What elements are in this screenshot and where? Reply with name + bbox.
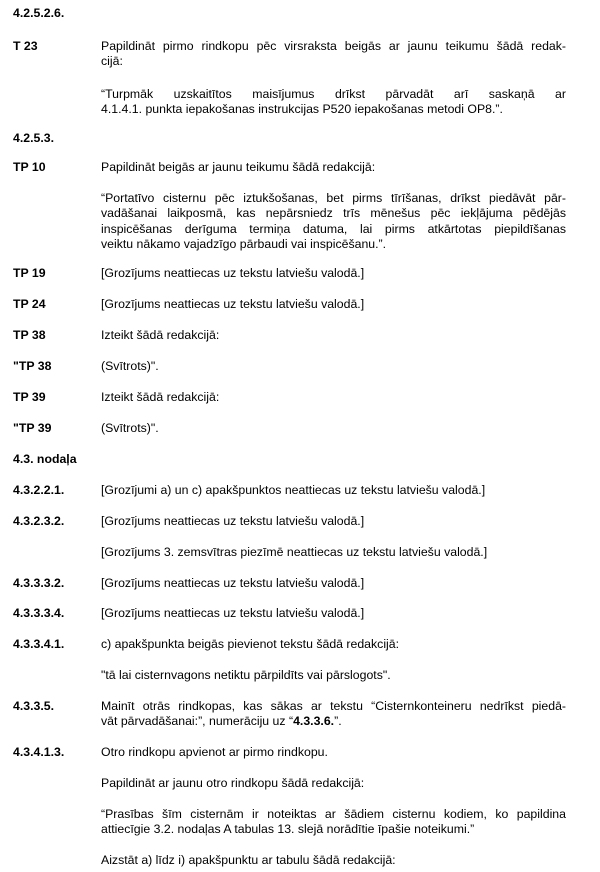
section-reference: 4.3.3.6. (293, 714, 335, 728)
entry-label: TP 39 (13, 390, 46, 404)
entry-text: (Svītrots)". (101, 359, 159, 373)
entry-text: c) apakšpunkta beigās pievienot tekstu šādā redakcijā: (101, 637, 400, 651)
entry-text: Izteikt šādā redakcijā: (101, 390, 220, 404)
entry-text: [Grozījums neattiecas uz tekstu latviešu valodā.] (101, 576, 365, 590)
quote-text: "tā lai cisternvagons netiktu pārpildīts vai pārslogots". (101, 668, 391, 682)
entry-text (101, 714, 566, 729)
entry-text-part: ”. (334, 714, 342, 728)
instruction-text: Aizstāt a) līdz i) apakšpunktu ar tabulu šādā redakcijā: (101, 853, 396, 867)
quote-text: “Turpmāk uzskaitītos maisījumus drīkst pārvadāt arī saskaņā ar (101, 87, 566, 101)
entry-label: TP 38 (13, 328, 46, 342)
entry-text: [Grozījumi a) un c) apakšpunktos neattiecas uz tekstu latviešu valodā.] (101, 483, 486, 497)
quote-text: 4.1.4.1. punkta iepakošanas instrukcijas P520 iepakošanas metodi OP8.”. (101, 102, 503, 116)
entry-text: Papildināt beigās ar jaunu teikumu šādā redakcijā: (101, 160, 376, 174)
quote-text: vadāšanai laikposmā, kas nepārsniedz trīs mēnešus pēc iekļājuma pēdējās (101, 206, 566, 220)
entry-label: 4.3.2.2.1. (13, 483, 65, 497)
entry-label: 4.3.3.3.2. (13, 576, 65, 590)
entry-text: Otro rindkopu apvienot ar pirmo rindkopu. (101, 745, 328, 759)
entry-label: "TP 39 (13, 421, 52, 435)
entry-label: 4.3.3.4.1. (13, 637, 65, 651)
entry-label: TP 24 (13, 297, 46, 311)
entry-text: [Grozījums neattiecas uz tekstu latviešu valodā.] (101, 514, 365, 528)
entry-text: Izteikt šādā redakcijā: (101, 328, 220, 342)
entry-text: cijā: (101, 54, 123, 68)
entry-text: [Grozījums neattiecas uz tekstu latviešu valodā.] (101, 297, 365, 311)
quote-text: “Portatīvo cisternu pēc iztukšošanas, bet pirms tīrīšanas, drīkst piedāvāt pār- (101, 191, 566, 205)
quote-text: “Prasības šīm cisternām ir noteiktas ar šādiem cisternu kodiem, ko papildina (101, 807, 566, 821)
note-text: [Grozījums 3. zemsvītras piezīmē neattiecas uz tekstu latviešu valodā.] (101, 545, 488, 559)
quote-text: veiktu nākamo vajadzīgo pārbaudi vai inspicēšanu.”. (101, 237, 387, 251)
entry-text: Papildināt pirmo rindkopu pēc virsraksta beigās ar jaunu teikumu šādā redak- (101, 39, 566, 53)
entry-label: TP 19 (13, 266, 46, 280)
entry-label: TP 10 (13, 160, 46, 174)
entry-text-part: vāt pārvadāšanai:”, numerāciju uz “ (101, 714, 294, 728)
entry-label: 4.3.3.3.4. (13, 606, 65, 620)
entry-text: Mainīt otrās rindkopas, kas sākas ar tekstu “Cisternkonteineru nedrīkst piedā- (101, 699, 566, 713)
entry-label: 4.3.2.3.2. (13, 514, 65, 528)
entry-text: [Grozījums neattiecas uz tekstu latviešu valodā.] (101, 266, 365, 280)
entry-label: T 23 (13, 39, 38, 53)
chapter-heading: 4.3. nodaļa (13, 452, 77, 466)
entry-label: 4.3.4.1.3. (13, 745, 65, 759)
section-label: 4.2.5.3. (13, 131, 55, 145)
entry-text: (Svītrots)". (101, 421, 159, 435)
entry-label: "TP 38 (13, 359, 52, 373)
quote-text: inspicēšanas derīguma termiņa datuma, lai pirms atkārtotas piepildīšanas (101, 222, 566, 236)
section-label: 4.2.5.2.6. (13, 6, 65, 20)
quote-text: attiecīgie 3.2. nodaļas A tabulas 13. slejā norādītie īpašie noteikumi.” (101, 822, 475, 836)
instruction-text: Papildināt ar jaunu otro rindkopu šādā redakcijā: (101, 776, 365, 790)
entry-label: 4.3.3.5. (13, 699, 55, 713)
entry-text: [Grozījums neattiecas uz tekstu latviešu valodā.] (101, 606, 365, 620)
